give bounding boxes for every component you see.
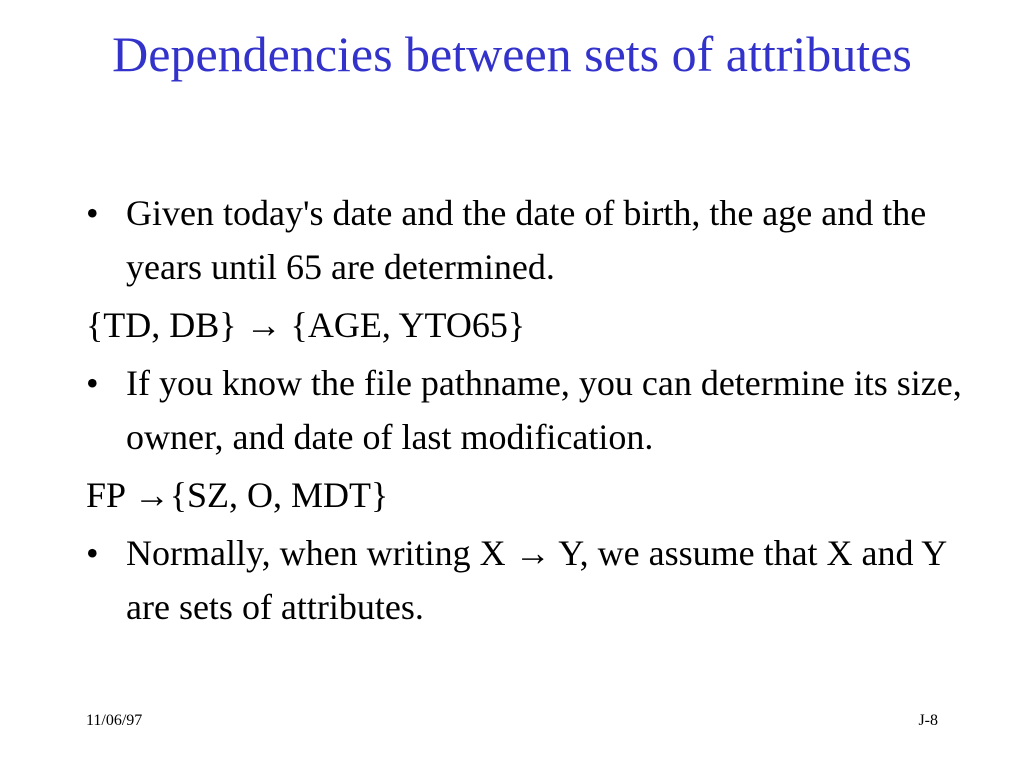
bullet-item bbox=[86, 526, 966, 634]
slide-title: Dependencies between sets of attributes bbox=[112, 26, 912, 82]
bullet-item bbox=[86, 186, 966, 294]
dependency-formula: FP →{SZ, O, MDT} bbox=[86, 475, 389, 515]
bullet-icon: • bbox=[86, 533, 99, 573]
bullet-icon: • bbox=[86, 193, 99, 233]
slide-body bbox=[86, 186, 966, 634]
bullet-item bbox=[86, 356, 966, 464]
bullet-text: Given today's date and the date of birth, the age and the years until 65 are determined. bbox=[126, 193, 927, 287]
bullet-icon: • bbox=[86, 363, 99, 403]
footer-date: 11/06/97 bbox=[86, 712, 143, 729]
bullet-text: Normally, when writing X → Y, we assume that X and Y are sets of attributes. bbox=[126, 533, 946, 627]
footer-page-number: J-8 bbox=[918, 712, 938, 729]
bullet-text: If you know the file pathname, you can determine its size, owner, and date of last modification. bbox=[126, 363, 962, 457]
dependency-formula: {TD, DB} → {AGE, YTO65} bbox=[86, 305, 526, 345]
